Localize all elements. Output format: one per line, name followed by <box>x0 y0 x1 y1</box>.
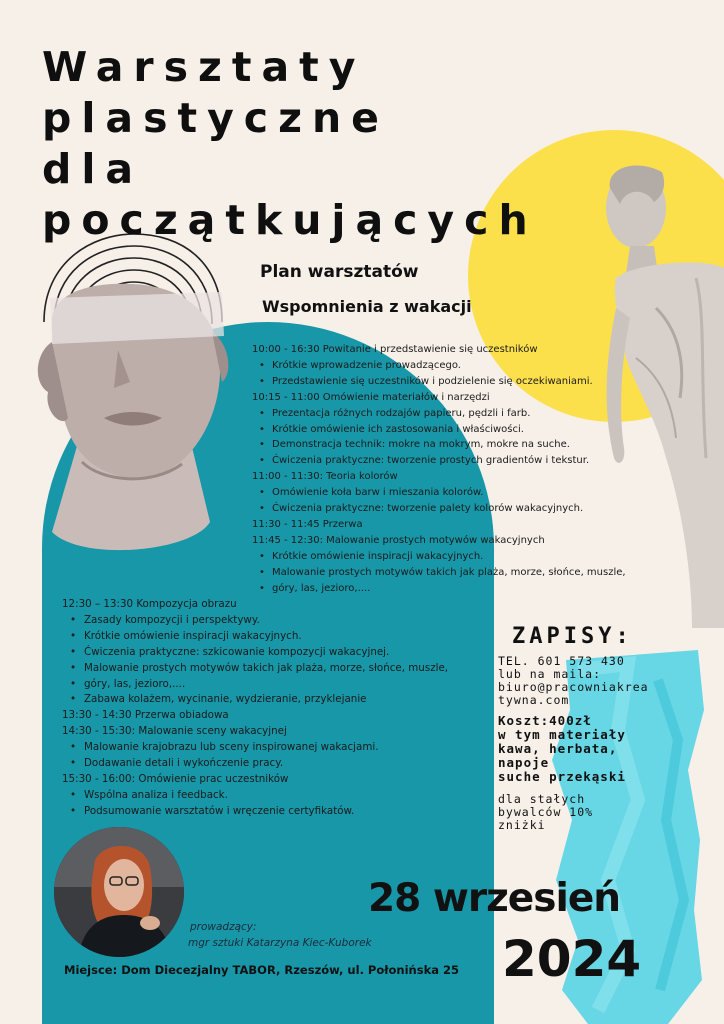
schedule-bullet-item: • góry, las, jezioro,.... <box>252 581 626 597</box>
instructor-photo <box>54 827 184 957</box>
schedule-time-block: 15:30 - 16:00: Omówienie prac uczestników <box>62 772 289 785</box>
schedule-bullet-item: • Ćwiczenia praktyczne: tworzenie palety kolorów wakacyjnych. <box>252 501 626 517</box>
schedule-time-block: 10:00 - 16:30 Powitanie i przedstawienie się uczestników <box>252 344 538 355</box>
title-line: dla <box>42 145 144 193</box>
registration-heading: ZAPISY: <box>512 624 633 649</box>
schedule-bottom-list <box>62 597 448 820</box>
schedule-bullet-item: • Ćwiczenia praktyczne: tworzenie prostych gradientów i tekstur. <box>252 453 626 469</box>
sculpture-head-image <box>22 232 242 572</box>
schedule-bullet-item: • Krótkie omówienie inspiracji wakacyjnych. <box>62 629 448 645</box>
schedule-bullet-item: • Zasady kompozycji i perspektywy. <box>62 613 448 629</box>
schedule-bullet-item: • Dodawanie detali i wykończenie pracy. <box>62 756 448 772</box>
schedule-bullet-item: • Krótkie omówienie inspiracji wakacyjnych. <box>252 549 626 565</box>
schedule-bullet-item: • Malowanie prostych motywów takich jak plaża, morze, słońce, muszle, <box>62 661 448 677</box>
phone-number: TEL. 601 573 430 <box>498 654 625 668</box>
schedule-bullet-item: • Prezentacja różnych rodzajów papieru, pędzli i farb. <box>252 406 626 422</box>
schedule-time-block: 11:30 - 11:45 Przerwa <box>252 518 363 530</box>
title-line: Warsztaty <box>42 43 366 91</box>
cost-line: w tym materiały <box>498 727 626 742</box>
schedule-bullet-item: • Zabawa kolażem, wycinanie, wydzieranie, przyklejanie <box>62 692 448 708</box>
discount-line: zniżki <box>498 818 546 832</box>
schedule-bullet-item: • Krótkie omówienie ich zastosowania i właściwości. <box>252 422 626 438</box>
schedule-bullet-item: • Wspólna analiza i feedback. <box>62 788 448 804</box>
instructor-name: mgr sztuki Katarzyna Kiec-Kuborek <box>188 937 372 949</box>
plan-title: Plan warsztatów <box>260 262 419 282</box>
event-date: 28 wrzesień <box>368 876 621 921</box>
schedule-time-block: 11:45 - 12:30: Malowanie prostych motywów wakacyjnych <box>252 534 545 546</box>
contact-info <box>498 655 649 707</box>
email-address: biuro@pracowniakrea <box>498 680 649 694</box>
schedule-bullet-item: • Malowanie prostych motywów takich jak plaża, morze, słońce, muszle, <box>252 565 626 581</box>
discount-line: bywalców 10% <box>498 805 594 819</box>
schedule-bullet-item: • Podsumowanie warsztatów i wręczenie certyfikatów. <box>62 804 448 820</box>
schedule-bullet-item: • Przedstawienie się uczestników i podzielenie się oczekiwaniami. <box>252 374 626 390</box>
schedule-bullet-item: • Ćwiczenia praktyczne: szkicowanie kompozycji wakacyjnej. <box>62 645 448 661</box>
schedule-time-block: 14:30 - 15:30: Malowanie sceny wakacyjnej <box>62 725 287 738</box>
venue-address: Miejsce: Dom Diecezjalny TABOR, Rzeszów, ul. Połonińska 25 <box>64 963 460 977</box>
cost-line: Koszt:400zł <box>498 713 592 728</box>
schedule-bullet-item: • góry, las, jezioro,.... <box>62 677 448 693</box>
schedule-bullet-item: • Krótkie wprowadzenie prowadzącego. <box>252 358 626 374</box>
schedule-bullet-item: • Demonstracja technik: mokre na mokrym, mokre na suche. <box>252 437 626 453</box>
plan-subtitle: Wspomnienia z wakacji <box>262 297 472 316</box>
title-line: początkujących <box>42 196 538 244</box>
email-address-cont: tywna.com <box>498 693 570 707</box>
schedule-bullet-item: • Malowanie krajobrazu lub sceny inspirowanej wakacjami. <box>62 740 448 756</box>
cost-line: kawa, herbata, <box>498 741 618 756</box>
cost-info <box>498 714 626 784</box>
schedule-top-list <box>252 342 626 597</box>
instructor-role: prowadzący: <box>190 921 257 933</box>
schedule-time-block: 12:30 – 13:30 Kompozycja obrazu <box>62 598 237 610</box>
discount-info <box>498 793 593 832</box>
title-line: plastyczne <box>42 94 389 142</box>
event-year: 2024 <box>502 930 642 988</box>
cost-line: napoje <box>498 755 550 770</box>
schedule-time-block: 10:15 - 11:00 Omówienie materiałów i narzędzi <box>252 391 490 403</box>
poster-title <box>42 42 538 246</box>
email-label: lub na maila: <box>498 667 602 681</box>
discount-line: dla stałych <box>498 792 586 806</box>
schedule-bullet-item: • Omówienie koła barw i mieszania kolorów. <box>252 485 626 501</box>
schedule-time-block: 11:00 - 11:30: Teoria kolorów <box>252 471 398 483</box>
schedule-time-block: 13:30 - 14:30 Przerwa obiadowa <box>62 709 229 722</box>
cost-line: suche przekąski <box>498 769 626 784</box>
